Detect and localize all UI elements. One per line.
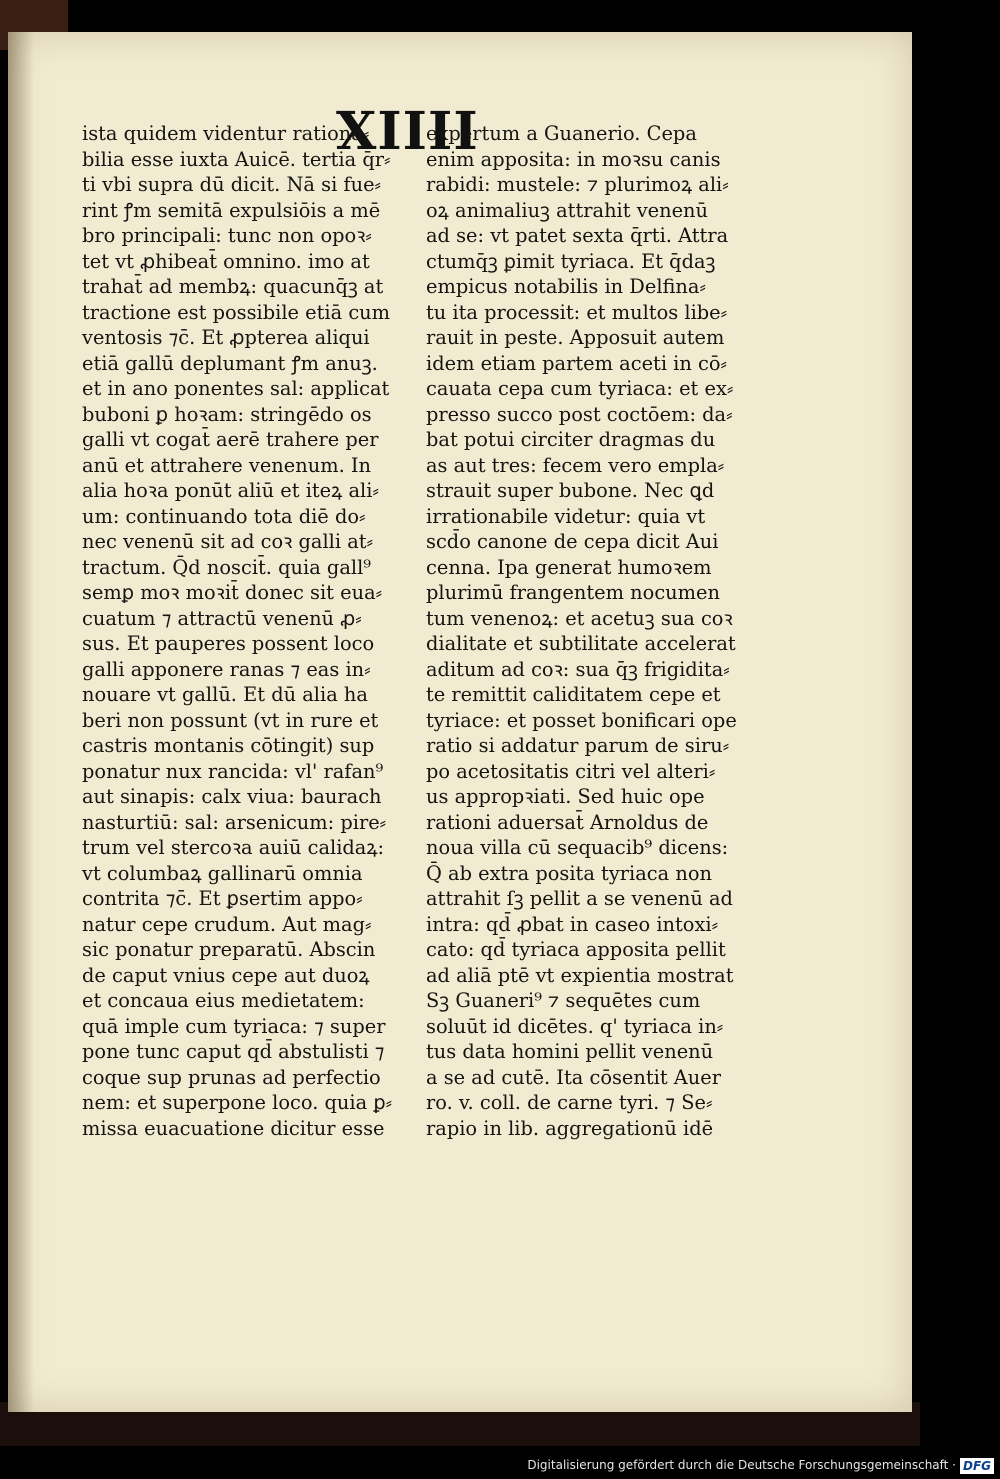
text-line-right: idem etiam partem aceti in cō⸗	[426, 351, 727, 375]
text-line-left: bro principali: tunc non opoꝛ⸗	[82, 224, 372, 247]
text-line-left: castris montanis cōtingit) sup	[82, 734, 375, 757]
text-line-right: rapio in lib. aggregationū idē	[426, 1116, 714, 1140]
text-line-left: nem: et superpone loco. quia ꝑ⸗	[82, 1091, 393, 1114]
text-line-right: Q̄ ab extra posita tyriaca non	[426, 861, 712, 885]
text-line-right: scd̄o canone de cepa dicit Aui	[426, 530, 719, 553]
text-line-right: soluūt id dicētes. q' tyriaca in⸗	[426, 1014, 724, 1038]
text-line-right: tus data homini pellit venenū	[426, 1040, 714, 1063]
text-line-left: cuatum ⁊ attractū venenū ꝓ⸗	[82, 606, 362, 630]
text-line-right: presso succo post coctōem: da⸗	[426, 402, 733, 426]
text-line-right: ad aliā ptē vt expientia mostrat	[426, 963, 734, 987]
text-line-left: tractione est possibile etiā cum	[82, 300, 391, 324]
text-line-right: ad se: vt patet sexta q̄rti. Attra	[426, 224, 729, 247]
text-line-left: sic ponatur preparatū. Abscin	[82, 938, 376, 961]
text-line-left: alia hoꝛa ponūt aliū et iteꝝ ali⸗	[82, 479, 379, 502]
text-line-right: rabidi: mustele: ⁊ plurimoꝝ ali⸗	[426, 173, 729, 196]
text-line-left: vt columbaꝝ gallinarū omnia	[82, 861, 363, 885]
text-line-left: buboni ꝑ hoꝛam: stringēdo os	[82, 402, 372, 426]
text-line-left: rint ꝭm semitā expulsiōis a mē	[82, 198, 381, 222]
text-line-left: coque sup prunas ad perfectio	[82, 1065, 381, 1089]
text-line-right: expertum a Guanerio. Cepa	[426, 122, 697, 145]
text-line-right: cenna. Ipa generat humoꝛem	[426, 555, 712, 579]
text-line-left: ti vbi supra dū dicit. Nā si fue⸗	[82, 173, 382, 196]
text-line-left: tet vt ꝓhibeat̄ omnino. imo at	[82, 249, 370, 273]
text-line-right: ratio si addatur parum de siru⸗	[426, 734, 730, 757]
text-line-right: bat potui circiter dragmas du	[426, 428, 716, 451]
text-line-left: etiā gallū deplumant ꝭm anuꝫ.	[82, 351, 378, 375]
text-line-right: strauit super bubone. Nec ꝗd	[426, 479, 715, 502]
text-line-right: intra: qd̄ ꝓbat in caseo intoxi⸗	[426, 912, 719, 936]
text-line-right: as aut tres: fecem vero empla⸗	[426, 453, 725, 477]
text-line-left: nouare vt gallū. Et dū alia ha	[82, 683, 368, 706]
dfg-logo: DFG	[960, 1458, 994, 1474]
text-line-right: te remittit caliditatem cepe et	[426, 683, 721, 706]
text-line-right: ctumq̄ꝫ ꝑimit tyriaca. Et q̄daꝫ	[426, 249, 716, 273]
text-line-right: empicus notabilis in Delfina⸗	[426, 275, 706, 298]
footer-bar	[0, 1455, 1000, 1479]
text-line-right: cauata cepa cum tyriaca: et ex⸗	[426, 377, 734, 400]
text-line-left: et in ano ponentes sal: applicat	[82, 377, 390, 400]
text-line-left: pone tunc caput qd̄ abstulisti ⁊	[82, 1040, 385, 1063]
text-line-right: oꝝ animaliuꝫ attrahit venenū	[426, 198, 709, 222]
text-line-left: nasturtiū: sal: arsenicum: pire⸗	[82, 810, 387, 834]
funding-credit: Digitalisierung gefördert durch die Deutsche Forschungsgemeinschaft ·	[527, 1458, 956, 1472]
text-line-right: dialitate et subtilitate accelerat	[426, 632, 736, 655]
text-line-right: Sꝫ Guaneri⁹ ⁊ sequētes cum	[426, 989, 701, 1012]
text-line-right: enim apposita: in moꝛsu canis	[426, 147, 721, 171]
text-line-left: missa euacuatione dicitur esse	[82, 1116, 385, 1140]
text-line-left: um: continuando tota diē do⸗	[82, 504, 366, 528]
text-line-right: a se ad cutē. Ita cōsentit Auer	[426, 1065, 722, 1089]
text-line-right: rationi aduersat̄ Arnoldus de	[426, 810, 709, 834]
text-line-right: tum venenoꝝ: et acetuꝫ sua coꝛ	[426, 606, 733, 630]
text-line-left: nec venenū sit ad coꝛ galli at⸗	[82, 530, 374, 553]
text-line-right: irrationabile videtur: quia vt	[426, 504, 706, 528]
text-line-left: trum vel stercoꝛa auiū calidaꝝ:	[82, 836, 385, 859]
text-line-left: et concaua eius medietatem:	[82, 989, 365, 1012]
text-column-right	[426, 121, 746, 1141]
text-line-right: ro. v. coll. de carne tyri. ⁊ Se⸗	[426, 1091, 713, 1114]
text-line-right: tu ita processit: et multos libe⸗	[426, 300, 728, 324]
text-line-right: plurimū frangentem nocumen	[426, 581, 720, 604]
text-line-right: tyriace: et posset bonificari ope	[426, 708, 737, 732]
text-line-left: bilia esse iuxta Auicē. tertia q̄r⸗	[82, 147, 391, 171]
text-line-right: aditum ad coꝛ: sua q̄ꝫ frigidita⸗	[426, 657, 730, 681]
text-line-left: quā imple cum tyriaca: ⁊ super	[82, 1014, 386, 1038]
text-line-left: galli vt cogat̄ aerē trahere per	[82, 428, 379, 451]
text-line-right: noua villa cū sequacib⁹ dicens:	[426, 836, 729, 859]
text-line-right: cato: qd̄ tyriaca apposita pellit	[426, 938, 726, 961]
text-column-left	[82, 121, 402, 1141]
text-line-left: anū et attrahere venenum. In	[82, 453, 372, 477]
text-line-right: po acetositatis citri vel alteri⸗	[426, 759, 716, 783]
text-line-left: contrita ⁊c̄. Et ꝑsertim appo⸗	[82, 887, 363, 910]
text-line-left: galli apponere ranas ⁊ eas in⸗	[82, 657, 371, 681]
text-line-left: sus. Et pauperes possent loco	[82, 632, 375, 655]
text-line-left: ventosis ⁊c̄. Et ꝓpterea aliqui	[82, 326, 370, 349]
text-line-left: ista quidem videntur rationa⸗	[82, 122, 370, 145]
text-line-left: natur cepe crudum. Aut mag⸗	[82, 912, 372, 936]
text-line-left: de caput vnius cepe aut duoꝝ	[82, 963, 370, 987]
text-line-right: rauit in peste. Apposuit autem	[426, 326, 725, 349]
text-line-right: us appropꝛiati. Sed huic ope	[426, 785, 705, 808]
text-line-left: trahat̄ ad membꝝ: quacunq̄ꝫ at	[82, 275, 384, 298]
folio-number: XIIII	[336, 101, 479, 162]
text-line-left: ponatur nux rancida: vl' rafan⁹	[82, 759, 384, 783]
text-line-left: beri non possunt (vt in rure et	[82, 708, 379, 732]
text-line-right: attrahit ſꝫ pellit a se venenū ad	[426, 887, 733, 910]
text-line-left: semꝑ moꝛ moꝛit̄ donec sit eua⸗	[82, 581, 383, 604]
text-line-left: tractum. Q̄d noscit̄. quia gall⁹	[82, 555, 372, 579]
text-line-left: aut sinapis: calx viua: baurach	[82, 785, 382, 808]
